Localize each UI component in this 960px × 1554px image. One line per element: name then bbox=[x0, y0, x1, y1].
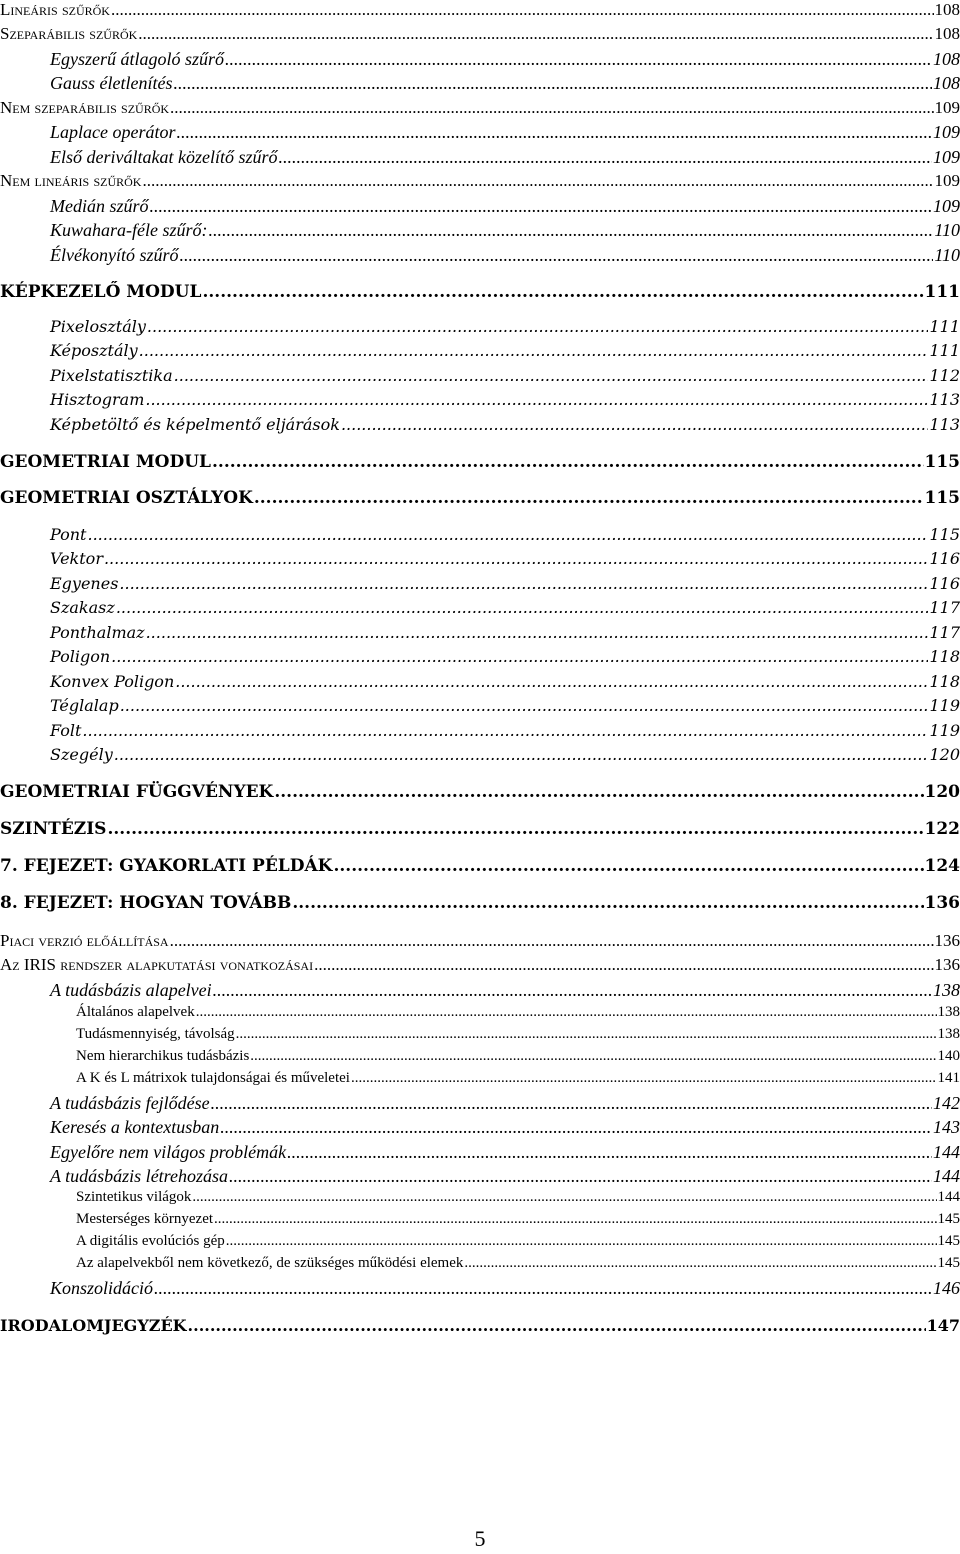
toc-entry-page: 136 bbox=[934, 931, 960, 950]
toc-entry-page: 112 bbox=[929, 366, 960, 385]
toc-entry-label: 7. FEJEZET: GYAKORLATI PÉLDÁK bbox=[0, 856, 333, 876]
toc-entry bbox=[0, 220, 960, 241]
toc-entry-page: 113 bbox=[929, 390, 960, 409]
toc-entry-label: Élvékonyító szűrő bbox=[50, 245, 179, 265]
toc-entry bbox=[0, 1233, 960, 1250]
toc-entry-label: Nem szeparábilis szűrők bbox=[0, 98, 170, 117]
dot-leader bbox=[138, 24, 933, 44]
toc-entry-page: 136 bbox=[924, 893, 960, 913]
toc-entry-label: IRODALOMJEGYZÉK bbox=[0, 1316, 187, 1335]
toc-entry-label: A digitális evolúciós gép bbox=[76, 1233, 225, 1249]
toc-entry-label: Első deriváltakat közelítő szűrő bbox=[50, 147, 278, 167]
dot-leader bbox=[192, 1189, 936, 1206]
toc-entry bbox=[0, 1093, 960, 1114]
toc-entry-label: Szeparábilis szűrők bbox=[0, 24, 138, 43]
toc-entry bbox=[0, 73, 960, 94]
toc-entry-page: 109 bbox=[933, 122, 960, 142]
toc-entry-page: 141 bbox=[937, 1070, 960, 1086]
toc-entry-label: Laplace operátor bbox=[50, 122, 176, 142]
toc-entry-label: Pixelosztály bbox=[50, 317, 146, 336]
toc-entry-label: 8. FEJEZET: HOGYAN TOVÁBB bbox=[0, 893, 292, 913]
toc-entry bbox=[0, 122, 960, 143]
page-number: 5 bbox=[474, 1526, 486, 1551]
toc-entry-page: 115 bbox=[924, 452, 960, 472]
toc-entry-label: Piaci verzió előállítása bbox=[0, 931, 169, 950]
dot-leader bbox=[202, 282, 923, 302]
dot-leader bbox=[250, 1048, 936, 1065]
toc-entry-page: 116 bbox=[929, 549, 960, 568]
dot-leader bbox=[254, 488, 924, 508]
dot-leader bbox=[214, 1211, 936, 1228]
toc-entry bbox=[0, 1048, 960, 1065]
dot-leader bbox=[236, 1026, 937, 1043]
toc-entry-page: 144 bbox=[933, 1166, 960, 1186]
toc-entry-page: 111 bbox=[929, 341, 960, 360]
toc-entry-label: Vektor bbox=[50, 549, 103, 568]
toc-entry bbox=[0, 696, 960, 715]
toc-entry-label: A tudásbázis fejlődése bbox=[50, 1093, 210, 1113]
dot-leader bbox=[175, 672, 928, 691]
toc-entry-page: 109 bbox=[933, 147, 960, 167]
toc-entry-label: Az alapelvekből nem következő, de szükséges működési elemek bbox=[76, 1255, 464, 1271]
toc-entry-label: Hisztogram bbox=[50, 390, 145, 409]
toc-entry-label: Szakasz bbox=[50, 598, 115, 617]
toc-entry-label: SZINTÉZIS bbox=[0, 819, 107, 839]
dot-leader bbox=[188, 1316, 926, 1335]
toc-entry bbox=[0, 341, 960, 360]
toc-entry-page: 116 bbox=[929, 574, 960, 593]
toc-entry-label: Pixelstatisztika bbox=[50, 366, 173, 385]
toc-entry-label: Képosztály bbox=[50, 341, 138, 360]
toc-entry-label: Téglalap bbox=[50, 696, 119, 715]
toc-entry-label: Szegély bbox=[50, 745, 113, 764]
toc-entry-label: Ponthalmaz bbox=[50, 623, 145, 642]
toc-entry-page: 142 bbox=[933, 1093, 960, 1113]
toc-entry-label: Egyenes bbox=[50, 574, 119, 593]
dot-leader bbox=[104, 549, 928, 568]
toc-entry-page: 108 bbox=[933, 73, 960, 93]
toc-entry bbox=[0, 893, 960, 913]
dot-leader bbox=[179, 245, 933, 266]
toc-entry bbox=[0, 1117, 960, 1138]
dot-leader bbox=[226, 1233, 937, 1250]
dot-leader bbox=[119, 574, 928, 593]
toc-entry-page: 144 bbox=[937, 1189, 960, 1205]
toc-entry-label: Tudásmennyiség, távolság bbox=[76, 1026, 235, 1042]
dot-leader bbox=[145, 390, 928, 409]
toc-entry-label: Lineáris szűrők bbox=[0, 0, 110, 19]
toc-entry bbox=[0, 1278, 960, 1299]
dot-leader bbox=[107, 819, 923, 839]
toc-entry-page: 138 bbox=[937, 1026, 960, 1042]
toc-entry bbox=[0, 1255, 960, 1272]
dot-leader bbox=[333, 856, 923, 876]
toc-entry-label: Egyelőre nem világos problémák bbox=[50, 1142, 287, 1162]
toc-entry bbox=[0, 282, 960, 302]
toc-entry bbox=[0, 721, 960, 740]
toc-entry bbox=[0, 525, 960, 544]
toc-entry-label: A tudásbázis létrehozása bbox=[50, 1166, 229, 1186]
toc-entry-page: 124 bbox=[924, 856, 960, 876]
toc-entry-label: Mesterséges környezet bbox=[76, 1211, 214, 1227]
dot-leader bbox=[147, 317, 929, 336]
toc-entry bbox=[0, 782, 960, 802]
toc-entry-page: 144 bbox=[933, 1142, 960, 1162]
dot-leader bbox=[314, 955, 933, 975]
toc-entry bbox=[0, 98, 960, 118]
toc-entry-page: 120 bbox=[924, 782, 960, 802]
toc-entry bbox=[0, 672, 960, 691]
toc-entry bbox=[0, 574, 960, 593]
toc-entry bbox=[0, 390, 960, 409]
toc-entry-page: 108 bbox=[934, 0, 960, 19]
toc-entry-label: Nem lineáris szűrők bbox=[0, 171, 142, 190]
toc-entry-page: 118 bbox=[929, 672, 960, 691]
dot-leader bbox=[464, 1255, 936, 1272]
toc-entry-label: GEOMETRIAI FÜGGVÉNYEK bbox=[0, 782, 274, 802]
toc-entry bbox=[0, 1166, 960, 1187]
toc-entry bbox=[0, 147, 960, 168]
toc-entry-page: 145 bbox=[937, 1233, 960, 1249]
toc-entry-page: 115 bbox=[929, 525, 960, 544]
toc-entry-page: 146 bbox=[933, 1278, 960, 1298]
dot-leader bbox=[82, 721, 928, 740]
dot-leader bbox=[174, 366, 929, 385]
toc-entry-label: Konszolidáció bbox=[50, 1278, 154, 1298]
toc-entry-label: Nem hierarchikus tudásbázis bbox=[76, 1048, 250, 1064]
dot-leader bbox=[212, 452, 924, 472]
toc-entry-page: 147 bbox=[926, 1316, 960, 1335]
toc-entry bbox=[0, 1189, 960, 1206]
dot-leader bbox=[87, 525, 928, 544]
toc-entry-page: 115 bbox=[924, 488, 960, 508]
dot-leader bbox=[274, 782, 923, 802]
dot-leader bbox=[292, 893, 923, 913]
toc-entry-page: 111 bbox=[924, 282, 960, 302]
toc-entry bbox=[0, 0, 960, 20]
toc-entry bbox=[0, 488, 960, 508]
toc-entry bbox=[0, 415, 960, 434]
toc-entry bbox=[0, 317, 960, 336]
toc-entry-label: A K és L mátrixok tulajdonságai és műveletei bbox=[76, 1070, 350, 1086]
toc-entry bbox=[0, 1004, 960, 1021]
dot-leader bbox=[150, 196, 933, 217]
toc-entry-label: Gauss életlenítés bbox=[50, 73, 173, 93]
toc-entry-label: Az IRIS rendszer alapkutatási vonatkozásai bbox=[0, 955, 314, 974]
toc-entry-page: 136 bbox=[934, 955, 960, 974]
dot-leader bbox=[114, 745, 929, 764]
toc-entry bbox=[0, 598, 960, 617]
dot-leader bbox=[220, 1117, 932, 1138]
dot-leader bbox=[225, 49, 932, 70]
toc-entry bbox=[0, 1211, 960, 1228]
toc-entry bbox=[0, 745, 960, 764]
toc-entry-label: A tudásbázis alapelvei bbox=[50, 980, 212, 1000]
toc-entry-page: 113 bbox=[929, 415, 960, 434]
toc-entry bbox=[0, 819, 960, 839]
toc-entry-label: Medián szűrő bbox=[50, 196, 149, 216]
dot-leader bbox=[173, 73, 932, 94]
dot-leader bbox=[170, 931, 934, 951]
toc-entry bbox=[0, 24, 960, 44]
toc-entry bbox=[0, 366, 960, 385]
toc-entry-page: 119 bbox=[929, 721, 960, 740]
toc-entry bbox=[0, 931, 960, 951]
toc-entry bbox=[0, 980, 960, 1001]
toc-entry-label: Folt bbox=[50, 721, 82, 740]
toc-entry-label: Általános alapelvek bbox=[76, 1004, 195, 1020]
toc-entry-label: Képbetöltő és képelmentő eljárások bbox=[50, 415, 340, 434]
toc-entry bbox=[0, 623, 960, 642]
toc-entry-label: GEOMETRIAI OSZTÁLYOK bbox=[0, 488, 253, 508]
toc-entry bbox=[0, 1026, 960, 1043]
dot-leader bbox=[139, 341, 929, 360]
toc-entry bbox=[0, 245, 960, 266]
toc-entry bbox=[0, 171, 960, 191]
toc-entry-label: Szintetikus világok bbox=[76, 1189, 192, 1205]
toc-entry-label: KÉPKEZELŐ MODUL bbox=[0, 282, 202, 302]
dot-leader bbox=[196, 1004, 937, 1021]
toc-entry bbox=[0, 856, 960, 876]
toc-entry-page: 119 bbox=[929, 696, 960, 715]
toc-entry-page: 140 bbox=[937, 1048, 960, 1064]
toc-entry bbox=[0, 196, 960, 217]
dot-leader bbox=[213, 980, 932, 1001]
dot-leader bbox=[341, 415, 929, 434]
toc-entry bbox=[0, 49, 960, 70]
toc-entry bbox=[0, 549, 960, 568]
toc-entry-label: Konvex Poligon bbox=[50, 672, 175, 691]
toc-entry-page: 143 bbox=[933, 1117, 960, 1137]
toc-entry-page: 145 bbox=[937, 1255, 960, 1271]
dot-leader bbox=[111, 647, 928, 666]
toc-entry bbox=[0, 955, 960, 975]
dot-leader bbox=[142, 171, 933, 191]
toc-entry bbox=[0, 452, 960, 472]
dot-leader bbox=[209, 220, 934, 241]
toc-entry bbox=[0, 1070, 960, 1087]
toc-entry-page: 111 bbox=[929, 317, 960, 336]
toc-entry-page: 118 bbox=[929, 647, 960, 666]
dot-leader bbox=[278, 147, 932, 168]
toc-entry bbox=[0, 1316, 960, 1335]
toc-entry-label: Keresés a kontextusban bbox=[50, 1117, 220, 1137]
toc-entry-page: 110 bbox=[934, 245, 960, 265]
toc-entry-page: 145 bbox=[937, 1211, 960, 1227]
dot-leader bbox=[120, 696, 929, 715]
toc-entry-page: 122 bbox=[924, 819, 960, 839]
dot-leader bbox=[177, 122, 933, 143]
toc-entry-page: 117 bbox=[929, 623, 960, 642]
toc-entry-label: Egyszerű átlagoló szűrő bbox=[50, 49, 225, 69]
toc-entry-page: 109 bbox=[934, 98, 960, 117]
toc-entry-page: 120 bbox=[929, 745, 960, 764]
dot-leader bbox=[154, 1278, 932, 1299]
toc-entry-label: Pont bbox=[50, 525, 87, 544]
toc-entry-page: 138 bbox=[937, 1004, 960, 1020]
toc-entry-page: 117 bbox=[929, 598, 960, 617]
toc-entry-page: 109 bbox=[933, 196, 960, 216]
toc-entry-page: 110 bbox=[934, 220, 960, 240]
toc-entry-label: Poligon bbox=[50, 647, 111, 666]
dot-leader bbox=[211, 1093, 932, 1114]
dot-leader bbox=[351, 1070, 937, 1087]
toc-entry-label: Kuwahara-féle szűrő: bbox=[50, 220, 208, 240]
toc-entry-page: 138 bbox=[933, 980, 960, 1000]
toc-entry-page: 108 bbox=[934, 24, 960, 43]
toc-entry bbox=[0, 1142, 960, 1163]
dot-leader bbox=[116, 598, 929, 617]
dot-leader bbox=[170, 98, 933, 118]
dot-leader bbox=[146, 623, 929, 642]
dot-leader bbox=[287, 1142, 932, 1163]
toc-entry bbox=[0, 647, 960, 666]
dot-leader bbox=[229, 1166, 932, 1187]
toc-entry-page: 108 bbox=[933, 49, 960, 69]
dot-leader bbox=[111, 0, 934, 20]
toc-entry-label: GEOMETRIAI MODUL bbox=[0, 452, 211, 472]
toc-entry-page: 109 bbox=[934, 171, 960, 190]
